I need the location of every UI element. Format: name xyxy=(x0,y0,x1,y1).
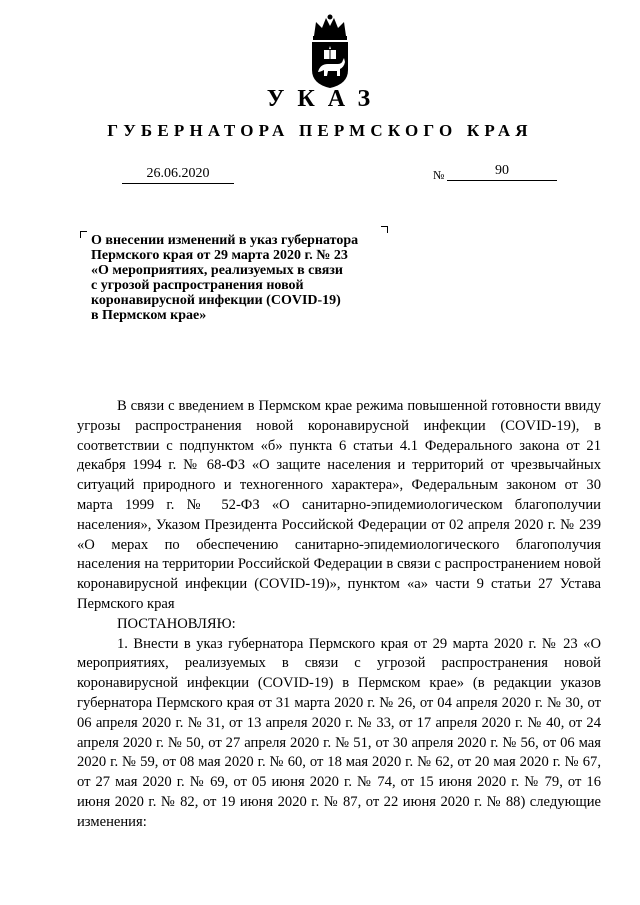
number-sign: № xyxy=(433,168,445,182)
subject-corner-left xyxy=(80,231,87,238)
document-title: УКАЗ xyxy=(266,86,384,112)
document-body xyxy=(77,397,601,833)
preamble-paragraph: В связи с введением в Пермском крае режима повышенной готовности ввиду угрозы распространения новой коронавирусной инфекции (COVID-19), в соответствии с подпунктом «б» пункта 6 статьи 4.1 Федерального закона от 21 декабря 1994 г. № 68-ФЗ «О защите населения и территорий от чрезвычайных ситуаций природного и техногенного характера», Федеральным законом от 30 марта 1999 г. № 52-ФЗ «О санитарно-эпидемиологическом благополучии населения», Указом Президента Российской Федерации от 02 апреля 2020 г. № 239 «О мерах по обеспечению санитарно-эпидемиологического благополучия населения на территории Российской Федерации в связи с распространением новой коронавирусной инфекции (COVID-19)», пунктом «а» части 9 статьи 27 Устава Пермского края xyxy=(77,398,601,612)
decree-word: ПОСТАНОВЛЯЮ: xyxy=(117,615,236,632)
subject-line: с угрозой распространения новой xyxy=(91,278,304,293)
subject-line: в Пермском крае» xyxy=(91,308,207,323)
subject-line: О внесении изменений в указ губернатора xyxy=(91,233,359,248)
item-1-paragraph: 1. Внести в указ губернатора Пермского края от 29 марта 2020 г. № 23 «О мероприятиях, реализуемых в связи с угрозой распространения новой коронавирусной инфекции (COVID-19) в Пермском крае» (в редакции указов губернатора Пермского края от 31 марта 2020 г. № 26, от 04 апреля 2020 г. № 30, от 06 апреля 2020 г. № 31, от 13 апреля 2020 г. № 33, от 17 апреля 2020 г. № 40, от 24 апреля 2020 г. № 50, от 27 апреля 2020 г. № 51, от 30 апреля 2020 г. № 56, от 06 мая 2020 г. № 59, от 08 мая 2020 г. № 60, от 18 мая 2020 г. № 62, от 20 мая 2020 г. № 67, от 27 мая 2020 г. № 69, от 05 июня 2020 г. № 74, от 15 июня 2020 г. № 79, от 16 июня 2020 г. № 82, от 19 июня 2020 г. № 87, от 22 июня 2020 г. № 88) следующие изменения: xyxy=(77,635,601,830)
perm-krai-coat-of-arms-icon xyxy=(300,14,360,90)
subject-line: «О мероприятиях, реализуемых в связи xyxy=(91,263,343,278)
subject-corner-right xyxy=(381,226,388,233)
document-date: 26.06.2020 xyxy=(122,164,234,184)
subject-line: коронавирусной инфекции (COVID-19) xyxy=(91,293,341,308)
document-number: 90 xyxy=(447,161,557,181)
document-subject xyxy=(91,233,391,323)
document-subtitle: ГУБЕРНАТОРА ПЕРМСКОГО КРАЯ xyxy=(107,121,533,140)
subject-line: Пермского края от 29 марта 2020 г. № 23 xyxy=(91,248,348,263)
